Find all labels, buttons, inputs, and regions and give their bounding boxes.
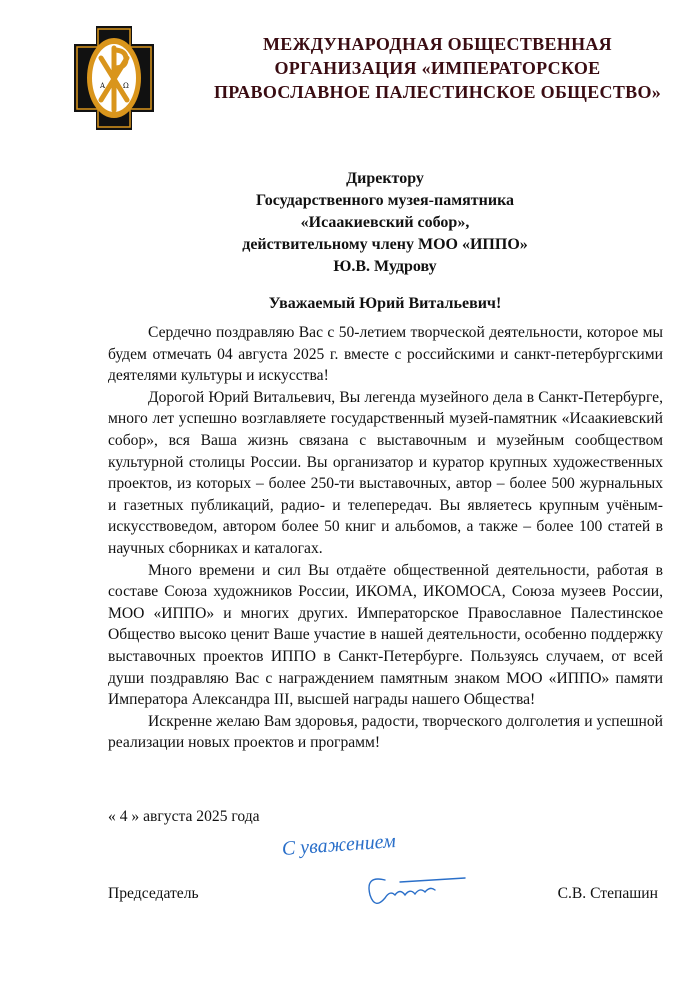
svg-text:Α: Α [100,82,106,90]
letter-date: « 4 » августа 2025 года [108,808,260,825]
signatory-role: Председатель [108,885,199,902]
paragraph: Дорогой Юрий Витальевич, Вы легенда музейного дела в Санкт-Петербурге, много лет успешно возглавляете государственный музей-памятник «Исаакиевский собор», вся Ваша жизнь связана с выставочным и музейным сообществом культурной столицы России. Вы организатор и куратор крупных художественных проектов, из которых – более 250-ти выставочных, автор – более 500 журнальных и газетных публикаций, радио- и телепередач. Вы являетесь крупным учёным-искусствоведом, автором более 50 книг и альбомов, а также – более 100 статей в научных сборниках и каталогах. [108,388,663,557]
addressee-line: Ю.В. Мудрову [333,258,437,275]
paragraph: Много времени и сил Вы отдаёте общественной деятельности, работая в составе Союза художников России, ИКОМА, ИКОМОСА, Союза музеев России, МОО «ИППО» и многих других. Императорское Православное Палестинское Общество высоко ценит Ваше участие в нашей деятельности, особенно поддержку выставочных проектов ИППО в Санкт-Петербурге. Пользуясь случаем, от всей души поздравляю Вас с награждением памятным знаком МОО «ИППО» памяти Императора Александра III, высшей награды нашего Общества! [108,561,663,709]
paragraph: Искренне желаю Вам здоровья, радости, творческого долголетия и успешной реализации новых проектов и программ! [108,712,663,752]
svg-text:Ω: Ω [123,82,129,90]
org-line: ОРГАНИЗАЦИЯ «ИМПЕРАТОРСКОЕ [274,58,601,78]
letter-body [108,322,663,754]
addressee-line: действительному члену МОО «ИППО» [242,236,528,253]
organization-emblem-icon [74,26,154,130]
addressee-line: Директору [346,170,424,187]
greeting: Уважаемый Юрий Витальевич! [268,295,502,312]
org-line: ПРАВОСЛАВНОЕ ПАЛЕСТИНСКОЕ ОБЩЕСТВО» [213,82,662,102]
org-line: МЕЖДУНАРОДНАЯ ОБЩЕСТВЕННАЯ [263,34,612,54]
addressee-line: «Исаакиевский собор», [300,214,470,231]
addressee-line: Государственного музея-памятника [255,192,515,209]
signature-text: С уважением [281,830,397,860]
addressee-block [100,168,670,278]
signatory-name: С.В. Степашин [557,885,658,902]
paragraph: Сердечно поздравляю Вас с 50-летием творческой деятельности, которое мы будем отмечать 04 августа 2025 г. вместе с российскими и санкт-петербургскими деятелями культуры и искусства! [108,324,663,385]
organization-name [200,32,675,104]
